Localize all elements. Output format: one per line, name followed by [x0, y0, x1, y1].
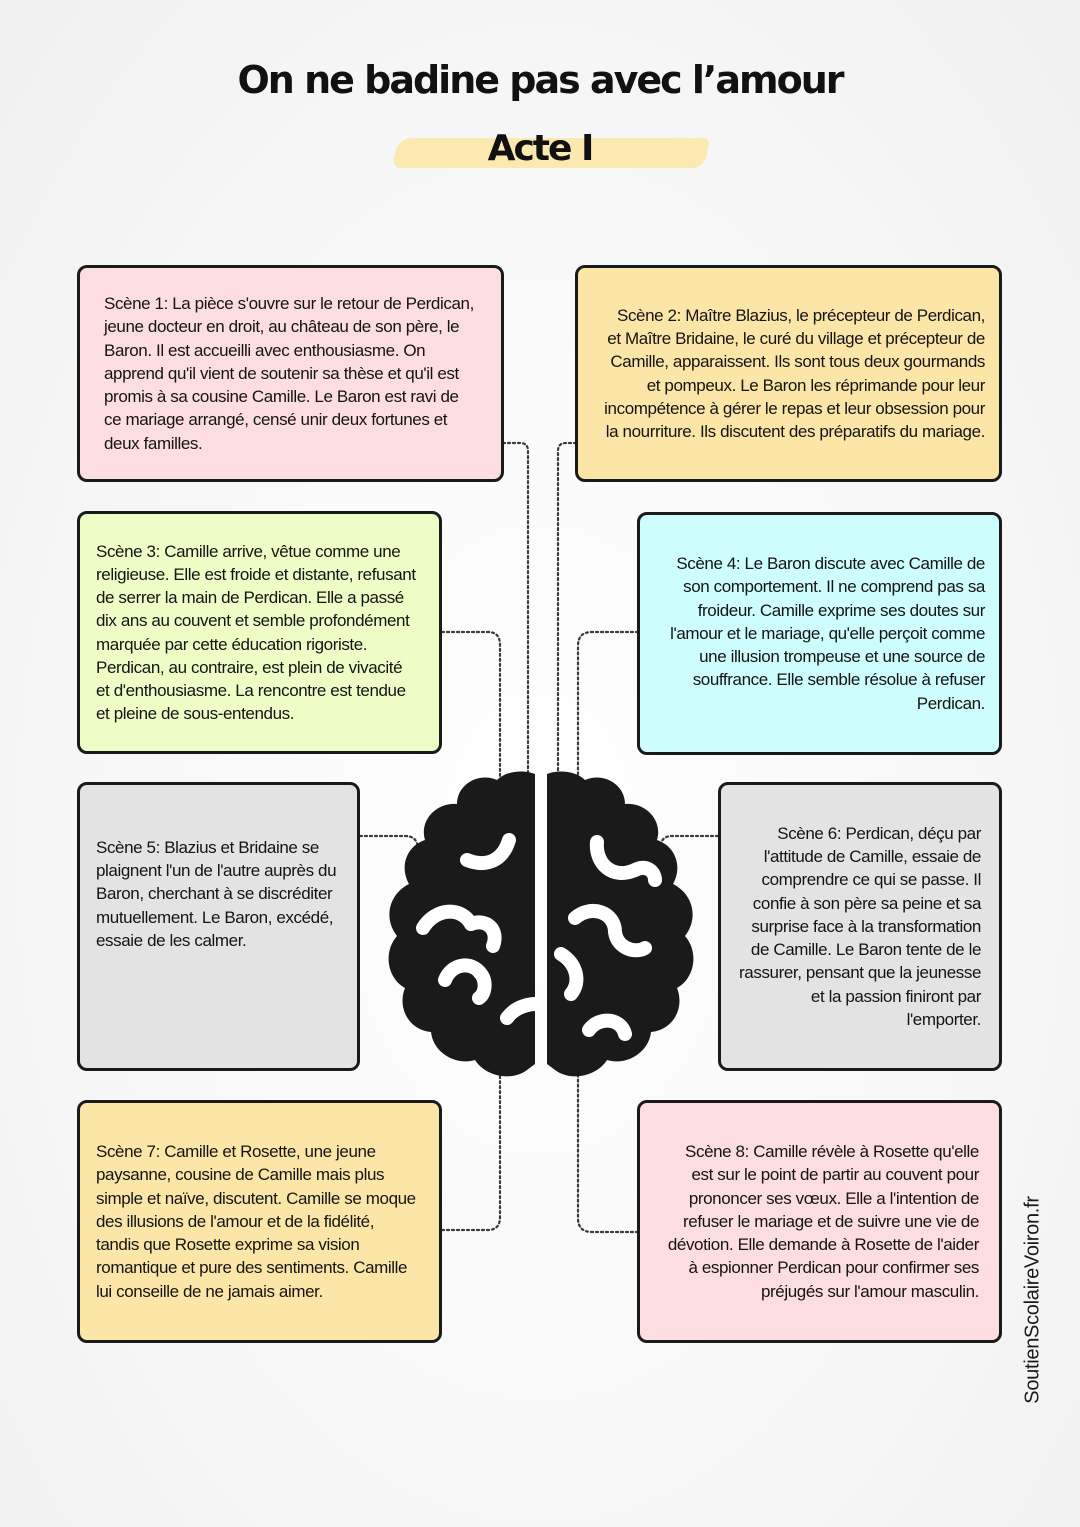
- watermark-text: SoutienScolaireVoiron.fr: [1021, 1196, 1044, 1404]
- scene-text-6: Scène 6: Perdican, déçu par l'attitude de Camille, essaie de comprendre ce qui se passe. Il confie à son père sa peine et sa surprise face à la transformation de Camille. Le Baron tente de le rassurer, pensant que la jeunesse et la passion finiront par l'emporter.: [739, 824, 981, 1029]
- page-title: On ne badine pas avec l’amour: [237, 58, 843, 102]
- connector-scene-2: [558, 443, 576, 790]
- scene-card-3: [77, 511, 442, 754]
- scene-text-7: Scène 7: Camille et Rosette, une jeune paysanne, cousine de Camille mais plus simple et naïve, discutent. Camille se moque des illusions de l'amour et de la fidélité, tandis que Rosette exprime sa vision romantique et pure des sentiments. Camille lui conseille de ne jamais aimer.: [96, 1142, 416, 1301]
- scene-card-5: [77, 782, 360, 1071]
- act-subtitle: Acte I: [487, 128, 593, 169]
- scene-text-1: Scène 1: La pièce s'ouvre sur le retour de Perdican, jeune docteur en droit, au château de son père, le Baron. Il est accueilli avec enthousiasme. On apprend qu'il vient de soutenir sa thèse et qu'il est promis à sa cousine Camille. Le Baron est ravi de ce mariage arrangé, censé unir deux fortunes et deux familles.: [104, 294, 474, 453]
- scene-card-6: [718, 782, 1002, 1071]
- connector-scene-4: [578, 632, 638, 790]
- scene-text-3: Scène 3: Camille arrive, vêtue comme une religieuse. Elle est froide et distante, refusant de serrer la main de Perdican. Elle a passé dix ans au couvent et semble profondément marquée par cette éducation rigoriste. Perdican, au contraire, est plein de vivacité et d'enthousiasme. La rencontre est tendue et pleine de sous-entendus.: [96, 541, 416, 724]
- scene-card-1: [77, 265, 504, 482]
- scene-text-4: Scène 4: Le Baron discute avec Camille de son comportement. Il ne comprend pas sa froideur. Camille exprime ses doutes sur l'amour et le mariage, qu'elle perçoit comme une illusion trompeuse et une source de souffrance. Elle semble résolue à refuser Perdican.: [670, 554, 985, 713]
- scene-text-5: Scène 5: Blazius et Bridaine se plaignent l'un de l'autre auprès du Baron, cherchant à se discréditer mutuellement. Le Baron, excédé, essaie de les calmer.: [96, 838, 337, 950]
- scene-card-7: [77, 1100, 442, 1343]
- scene-text-8: Scène 8: Camille révèle à Rosette qu'elle est sur le point de partir au couvent pour prononcer ses vœux. Elle a l'intention de refuser le mariage et de suivre une vie de dévotion. Elle demande à Rosette de l'aider à espionner Perdican pour confirmer ses préjugés sur l'amour masculin.: [667, 1142, 979, 1301]
- scene-text-2: Scène 2: Maître Blazius, le précepteur de Perdican, et Maître Bridaine, le curé du village et précepteur de Camille, apparaissent. Ils sont tous deux gourmands et pompeux. Le Baron les réprimande pour leur incompétence à gérer le repas et leur obsession pour la nourriture. Ils discutent des préparatifs du mariage.: [604, 305, 985, 441]
- brain-icon: [375, 768, 705, 1088]
- connector-scene-8: [578, 1075, 638, 1232]
- scene-card-2: [575, 265, 1002, 482]
- connector-scene-7: [442, 1075, 500, 1230]
- connector-scene-1: [503, 443, 528, 790]
- scene-card-8: [637, 1100, 1002, 1343]
- scene-card-4: [637, 512, 1002, 755]
